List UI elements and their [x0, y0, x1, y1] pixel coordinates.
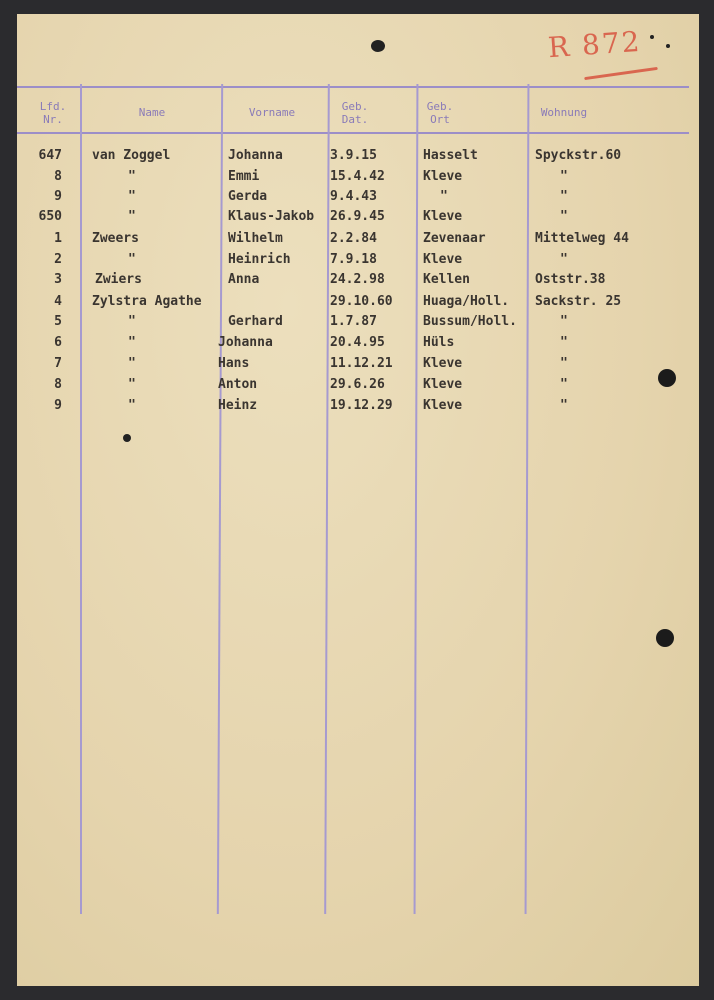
cell-lfd: 8 [54, 377, 62, 392]
table-row [0, 189, 714, 209]
table-row [0, 335, 714, 355]
cell-wohnung: Oststr.38 [535, 272, 606, 287]
cell-vorname: Wilhelm [228, 231, 283, 246]
ink-speck [123, 434, 131, 442]
cell-lfd: 4 [54, 294, 62, 309]
cell-ort: Kleve [423, 356, 463, 371]
cell-name: " [128, 398, 136, 413]
cell-name: van Zoggel [92, 148, 171, 163]
table-row [0, 209, 714, 229]
cell-wohnung: Sackstr. 25 [535, 294, 622, 309]
table-row [0, 169, 714, 189]
cell-dat: 11.12.21 [330, 356, 393, 371]
header-lfd: Lfd. Nr. [39, 100, 67, 126]
cell-lfd: 2 [54, 252, 62, 267]
cell-wohnung: " [560, 252, 568, 267]
cell-dat: 29.10.60 [330, 294, 393, 309]
cell-name: " [128, 335, 136, 350]
cell-vorname: Gerda [228, 189, 268, 204]
cell-dat: 1.7.87 [330, 314, 377, 329]
cell-wohnung: " [560, 377, 568, 392]
archive-annotation: R 872 [546, 24, 643, 65]
cell-lfd: 9 [54, 398, 62, 413]
header-bottom-rule [17, 132, 689, 134]
cell-ort: Kleve [423, 377, 463, 392]
cell-lfd: 1 [54, 231, 62, 246]
cell-dat: 3.9.15 [330, 148, 377, 163]
cell-ort: Huaga/Holl. [423, 294, 510, 309]
cell-name: " [128, 209, 136, 224]
cell-vorname: Heinz [218, 398, 258, 413]
ink-speck [371, 40, 385, 52]
cell-dat: 24.2.98 [330, 272, 385, 287]
cell-ort: Kleve [423, 209, 463, 224]
header-top-rule [17, 86, 689, 88]
cell-ort: Kellen [423, 272, 470, 287]
cell-ort: Bussum/Holl. [423, 314, 517, 329]
cell-dat: 29.6.26 [330, 377, 385, 392]
table-row [0, 231, 714, 251]
table-row [0, 314, 714, 334]
cell-name: " [128, 314, 136, 329]
cell-wohnung: Spyckstr.60 [535, 148, 622, 163]
table-row [0, 148, 714, 168]
cell-wohnung: " [560, 335, 568, 350]
cell-vorname: Johanna [218, 335, 273, 350]
cell-dat: 9.4.43 [330, 189, 377, 204]
cell-name: " [128, 356, 136, 371]
cell-dat: 19.12.29 [330, 398, 393, 413]
cell-lfd: 9 [54, 189, 62, 204]
cell-ort: Hüls [423, 335, 455, 350]
cell-vorname: Anna [228, 272, 260, 287]
table-row [0, 356, 714, 376]
cell-name: Zwiers [95, 272, 142, 287]
cell-vorname: Emmi [228, 169, 260, 184]
cell-wohnung: Mittelweg 44 [535, 231, 629, 246]
cell-name: " [128, 252, 136, 267]
cell-name: " [128, 377, 136, 392]
cell-lfd: 647 [38, 148, 62, 163]
cell-ort: Kleve [423, 169, 463, 184]
header-name: Name [138, 106, 166, 119]
table-row [0, 252, 714, 272]
ink-speck [650, 35, 654, 39]
cell-ort: Kleve [423, 252, 463, 267]
table-row [0, 377, 714, 397]
cell-name: Zylstra Agathe [92, 294, 202, 309]
header-geb-ort: Geb. Ort [426, 100, 454, 126]
cell-wohnung: " [560, 209, 568, 224]
cell-name: " [128, 189, 136, 204]
punch-hole-bottom [656, 629, 674, 647]
header-wohnung: Wohnung [540, 106, 588, 119]
table-row [0, 294, 714, 314]
cell-dat: 2.2.84 [330, 231, 377, 246]
cell-ort: Zevenaar [423, 231, 486, 246]
punch-hole-top [658, 369, 676, 387]
cell-vorname: Anton [218, 377, 258, 392]
cell-vorname: Heinrich [228, 252, 291, 267]
cell-vorname: Gerhard [228, 314, 283, 329]
cell-lfd: 6 [54, 335, 62, 350]
cell-lfd: 7 [54, 356, 62, 371]
cell-vorname: Klaus-Jakob [228, 209, 315, 224]
cell-ort: " [440, 189, 448, 204]
cell-vorname: Hans [218, 356, 250, 371]
cell-name: Zweers [92, 231, 139, 246]
cell-lfd: 650 [38, 209, 62, 224]
cell-dat: 26.9.45 [330, 209, 385, 224]
table-row [0, 272, 714, 292]
cell-wohnung: " [560, 189, 568, 204]
cell-wohnung: " [560, 356, 568, 371]
table-row [0, 398, 714, 418]
cell-wohnung: " [560, 169, 568, 184]
cell-dat: 20.4.95 [330, 335, 385, 350]
cell-wohnung: " [560, 314, 568, 329]
header-geb-dat: Geb. Dat. [341, 100, 369, 126]
cell-wohnung: " [560, 398, 568, 413]
cell-lfd: 3 [54, 272, 62, 287]
header-vorname: Vorname [248, 106, 296, 119]
cell-name: " [128, 169, 136, 184]
ink-speck [666, 44, 670, 48]
cell-vorname: Johanna [228, 148, 283, 163]
cell-ort: Kleve [423, 398, 463, 413]
cell-ort: Hasselt [423, 148, 478, 163]
cell-lfd: 8 [54, 169, 62, 184]
cell-dat: 7.9.18 [330, 252, 377, 267]
cell-lfd: 5 [54, 314, 62, 329]
cell-dat: 15.4.42 [330, 169, 385, 184]
